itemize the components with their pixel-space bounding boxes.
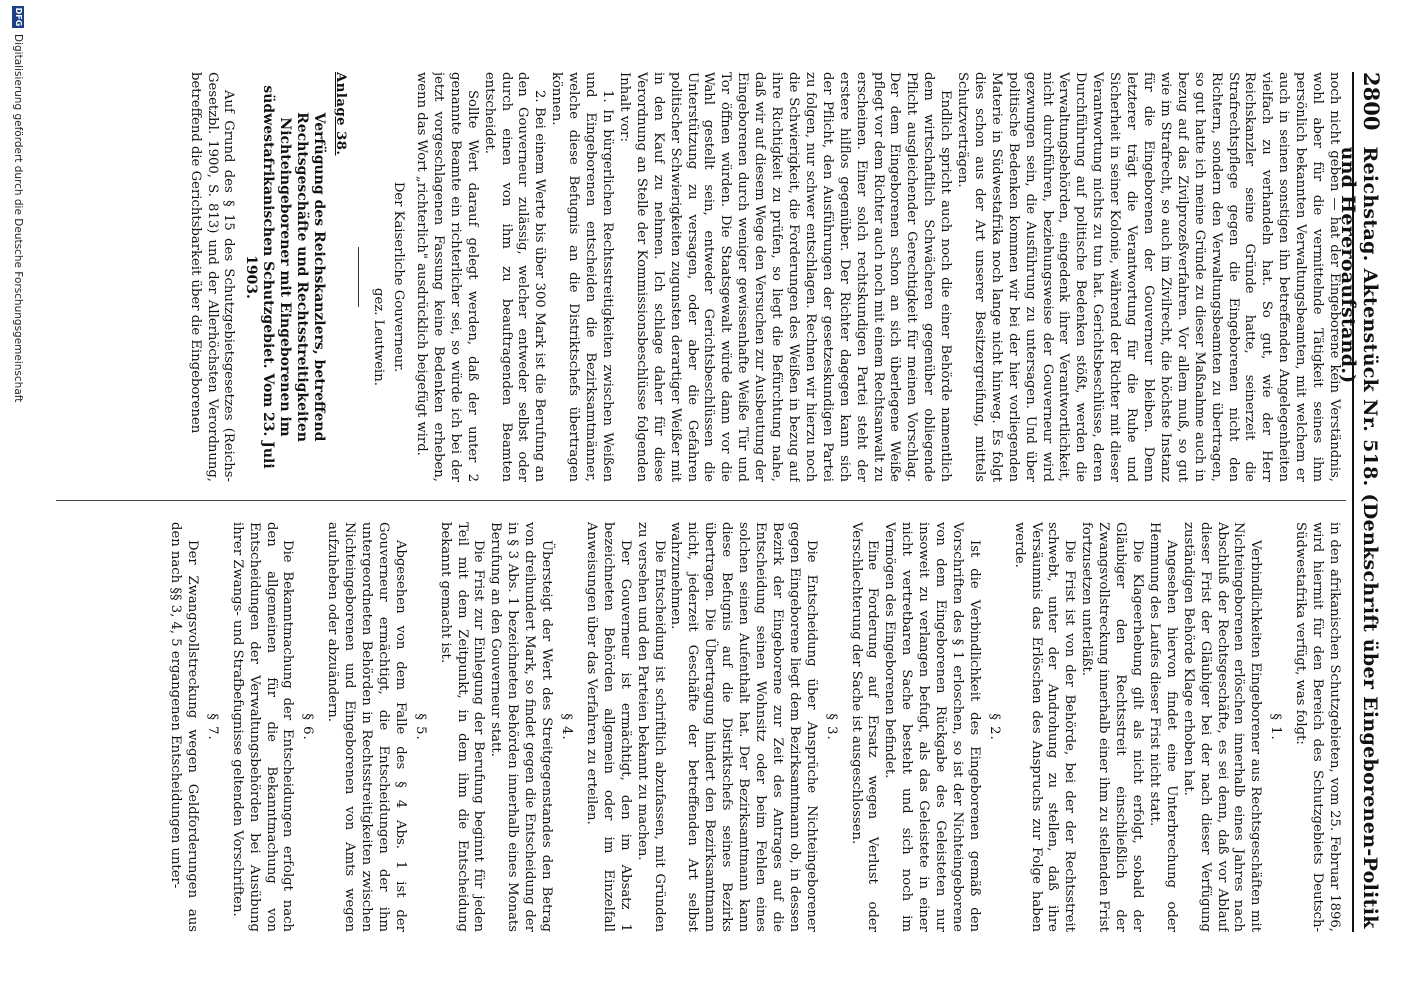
footer-text: Digitalisierung gefördert durch die Deutsche Forschungsgemeinschaft — [12, 34, 24, 403]
paragraph: Die Entscheidung ist schriftlich abzufassen, mit Gründen zu versehen und den Parteien bekannt zu machen. — [634, 522, 667, 932]
paragraph: Endlich spricht auch noch die einer Behörde namentlich dem wirtschaftlich Schwächeren gegenüber obliegende Pflicht ausgleichender Gerechtigkeit für meinen Vorschlag. Der dem Eingeborenen schon an sich überlegene Weiße pflegt vor dem Richter auch noch mit einem Rechtsanwalt zu erscheinen. Einer solch rechtskundigen Partei steht der erstere hilflos gegenüber. Der Richter dagegen kann sich der Pflicht, den Ausführungen der gesetzeskundigen Partei zu folgen, nur schwer entschlagen. Rechnen wir hierzu noch die Schwierigkeit, die Forderungen des Weißen in bezug auf ihre Richtigkeit zu prüfen, so liegt die Befürchtung nahe, daß wir auf diesem Wege den Versuchen zur Ausbeutung der Eingeborenen durch weniger gewissenhafte Weiße Tür und Tor öffnen würden. Die Staatsgewalt würde dann vor die Wahl gestellt sein, entweder Gerichtsbeschlüssen die Unterstützung zu versagen, oder aber die Gefahren politischer Schwierigkeiten zugunsten derartiger Weißer mit in den Kauf zu nehmen. Ich schlage daher für diese Verordnung an Stelle der Kommissionsbeschlüsse folgenden Inhalt vor: — [616, 72, 954, 482]
paragraph: Die Frist zur Einlegung der Berufung beginnt für jeden Teil mit dem Zeitpunkt, in dem ihm die Entscheidung bekannt gemacht ist. — [437, 522, 487, 932]
paragraph: Angesehen hiervon findet eine Unterbrechung oder Hemmung des Laufes dieser Frist nicht statt. — [1146, 522, 1179, 932]
paragraph: Eine Forderung auf Ersatz wegen Verlust oder Verschlechterung der Sache ist ausgeschlossen. — [848, 522, 881, 932]
section-label: § 6. — [300, 713, 316, 741]
column-divider — [56, 500, 1346, 501]
left-column — [42, 72, 1342, 482]
paragraph: Die Frist ist von der Behörde, bei der der Rechtsstreit schwebt, unter der Androhung zu stellen, daß ihre Versäumnis das Erlöschen des Anspruchs zur Folge haben werde. — [1011, 522, 1078, 932]
digitization-footer — [8, 0, 28, 1000]
page-header — [1337, 72, 1384, 932]
decree-title: Verfügung des Reichskanzlers, betreffend Rechtsgeschäfte und Rechtsstreitigkeiten Nichteingeborener mit Eingeborenen im südwestafrikanischen Schutzgebiet. Vom 23. Juli 1903. — [243, 85, 328, 469]
section-label: § 2. — [986, 713, 1002, 741]
decree-intro-continued: in den afrikanischen Schutzgebieten, vom 25. Februar 1896, wird hiermit für den Bereich des Schutzgebiets Deutsch-Südwestafrika verfügt, was folgt: — [1293, 522, 1342, 932]
section-label: § 7. — [204, 713, 220, 741]
paragraph: Abgesehen von dem Falle des § 4 Abs. 1 ist der Gouverneur ermächtigt, die Entscheidungen der ihm untergeordneten Behörden in Rechtsstreitigkeiten zwischen Nichteingeborenen und Eingeborenen von Amts wegen aufzuheben oder abzuändern. — [325, 522, 408, 932]
paragraph: noch nicht geben — hat der Eingeborene kein Verständnis, wohl aber für die vermittelnde Tätigkeit seines ihm persönlich bekannten Verwaltungsbeamten, mit welchem er auch in seinen sonstigen ihn betreffenden Angelegenheiten vielfach zu verhandeln hat. So gut, wie der Herr Reichskanzler seine Gründe hatte, seinerzeit die Strafrechtspflege gegen die Eingeborenen nicht den Richtern, sondern den Verwaltungsbeamten zu übertragen, so gut hatte ich meine Gründe zu dieser Maßnahme auch in bezug auf das Zivilprozeßverfahren. Vor allem muß, so gut wie im Strafrecht, so auch im Zivilrecht, die höchste Instanz für die Eingeborenen der Gouverneur bleiben. Denn letzterer trägt die Verantwortung für die Ruhe und Sicherheit in seiner Kolonie, während der Richter mit dieser Verantwortung nichts zu tun hat. Gerichtsbeschlüsse, deren Durchführung auf politische Bedenken stößt, werden die Verwaltungsbehörden, eingedenk ihrer Verantwortlichkeit, nicht durchführen, beziehungsweise der Gouverneur wird gezwungen sein, die Ausführung zu untersagen. Und über politische Bedenken kommen wir bei der hier vorliegenden Materie in Südwestafrika noch lange nicht hinweg. Es folgt dies schon aus der Art unserer Besitzergreifung, mittels Schutzverträgen. — [955, 72, 1342, 482]
paragraph: Die Klageerhebung gilt als nicht erfolgt, sobald der Gläubiger den Rechtsstreit einschließlich der Zwangsvollstreckung innerhalb einer ihm zu stellenden Frist fortzusetzen unterläßt. — [1079, 522, 1146, 932]
section-label: § 3. — [823, 713, 839, 741]
section-divider — [358, 247, 359, 307]
numbered-item: 2. Bei einem Werte bis über 300 Mark ist die Berufung an den Gouverneur zulässig, welcher entweder selbst oder durch einen von ihm zu beauftragenden Beamten entscheidet. — [481, 72, 548, 482]
right-column — [42, 522, 1342, 932]
section-label: § 1. — [1268, 713, 1284, 741]
decree-intro: Auf Grund des § 15 des Schutzgebietsgesetzes (Reichs-Gesetzbl. 1900, S. 813) und der Allerhöchsten Verordnung, betreffend die Gerichtsbarkeit über die Eingeborenen — [187, 72, 237, 482]
paragraph: Die Bekanntmachung der Entscheidungen erfolgt nach den allgemeinen für die Bekanntmachung von Entscheidungen der Verwaltungsbehörden bei Ausübung ihrer Zwangs- und Strafbefugnisse geltenden Vorschriften. — [229, 522, 296, 932]
paragraph: Der Gouverneur ist ermächtigt, den im Absatz 1 bezeichneten Behörden allgemein oder im Einzelfall Anweisungen über das Verfahren zu erteilen. — [583, 522, 633, 932]
dfg-logo-icon: DFG — [14, 7, 23, 27]
paragraph: Ist die Verbindlichkeit des Eingeborenen gemäß den Vorschriften des § 1 erloschen, so ist der Nichteingeborene von dem Eingeborenen Rückgabe des Geleisteten nur insoweit zu verlangen befugt, als das Geleistete in einer nicht vertretbaren Sache besteht und sich noch im Vermögen des Eingeborenen befindet. — [882, 522, 982, 932]
section-label: § 5. — [412, 713, 428, 741]
signature-block — [369, 72, 406, 482]
annex-label: Anlage 38. — [333, 72, 349, 156]
paragraph: Der Zwangsvollstreckung wegen Geldforderungen aus den nach §§ 3, 4, 5 ergangenen Entscheidungen unter- — [168, 522, 200, 932]
paragraph: Übersteigt der Wert des Streitgegenstandes den Betrag von dreihundert Mark, so findet gegen die Entscheidung der in § 3 Abs. 1 bezeichneten Behörden innerhalb eines Monats Berufung an den Gouverneur statt. — [488, 522, 555, 932]
signature-office: Der Kaiserliche Gouverneur. — [391, 181, 407, 373]
running-title: Reichstag. Aktenstück Nr. 518. (Denkschrift über Eingeborenen-Politik und Hereroaufstand.) — [1337, 146, 1381, 929]
paragraph: Die Entscheidung über Ansprüche Nichteingeborener gegen Eingeborene liegt dem Bezirksamtmann ob, in dessen Bezirk der Eingeborene zur Zeit des Antrages auf die Entscheidung seinen Wohnsitz oder beim Fehlen eines solchen seinen Aufenthalt hat. Der Bezirksamtmann kann diese Befugnis auf die Distriktschefs seines Bezirks übertragen. Die Übertragung hindert den Bezirksamtmann nicht, jederzeit Geschäfte der betreffenden Art selbst wahrzunehmen. — [668, 522, 819, 932]
numbered-item: 1. In bürgerlichen Rechtsstreitigkeiten zwischen Weißen und Eingeborenen entscheiden die Bezirksamtmänner, welche diese Befugnis an die Distriktschefs übertragen können. — [549, 72, 616, 482]
section-label: § 4. — [559, 713, 575, 741]
closing-paragraph: Sollte Wert darauf gelegt werden, daß der unter 2 genannte Beamte ein richterlicher sei, so würde ich bei der jetzt vorgeschlagenen Fassung keine Bedenken erheben, wenn das Wort „richterlich" ausdrücklich beigefügt wird. — [414, 72, 480, 482]
paragraph: Verbindlichkeiten Eingeborener aus Rechtsgeschäften mit Nichteingeborenen erlöschen innerhalb eines Jahres nach Abschluß der Rechtsgeschäfte, es sei denn, daß vor Ablauf dieser Frist der Gläubiger bei der nach dieser Verfügung zuständigen Behörde Klage erhoben hat. — [1180, 522, 1264, 932]
page-number: 2800 — [1359, 72, 1384, 131]
signature-name: gez. Leutwein. — [371, 288, 387, 386]
